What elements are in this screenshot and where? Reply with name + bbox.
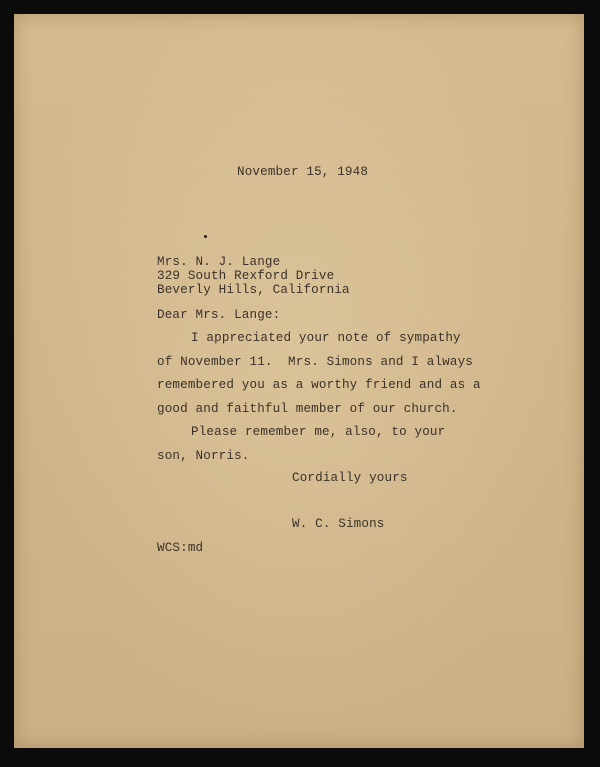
body-line: Please remember me, also, to your <box>191 425 446 439</box>
body-line: son, Norris. <box>157 449 250 463</box>
letter-page <box>14 14 584 748</box>
recipient-city: Beverly Hills, California <box>157 283 350 297</box>
signature-name: W. C. Simons <box>292 517 385 531</box>
recipient-street: 329 South Rexford Drive <box>157 269 335 283</box>
letter-date: November 15, 1948 <box>237 165 369 179</box>
body-line: of November 11. Mrs. Simons and I always <box>157 355 474 369</box>
reference-initials: WCS:md <box>157 541 204 555</box>
body-line: remembered you as a worthy friend and as a <box>157 378 481 392</box>
closing: Cordially yours <box>292 471 408 485</box>
body-line: good and faithful member of our church. <box>157 402 458 416</box>
recipient-name: Mrs. N. J. Lange <box>157 255 281 269</box>
body-line: I appreciated your note of sympathy <box>191 331 461 345</box>
salutation: Dear Mrs. Lange: <box>157 308 281 322</box>
ink-speck <box>204 235 207 238</box>
